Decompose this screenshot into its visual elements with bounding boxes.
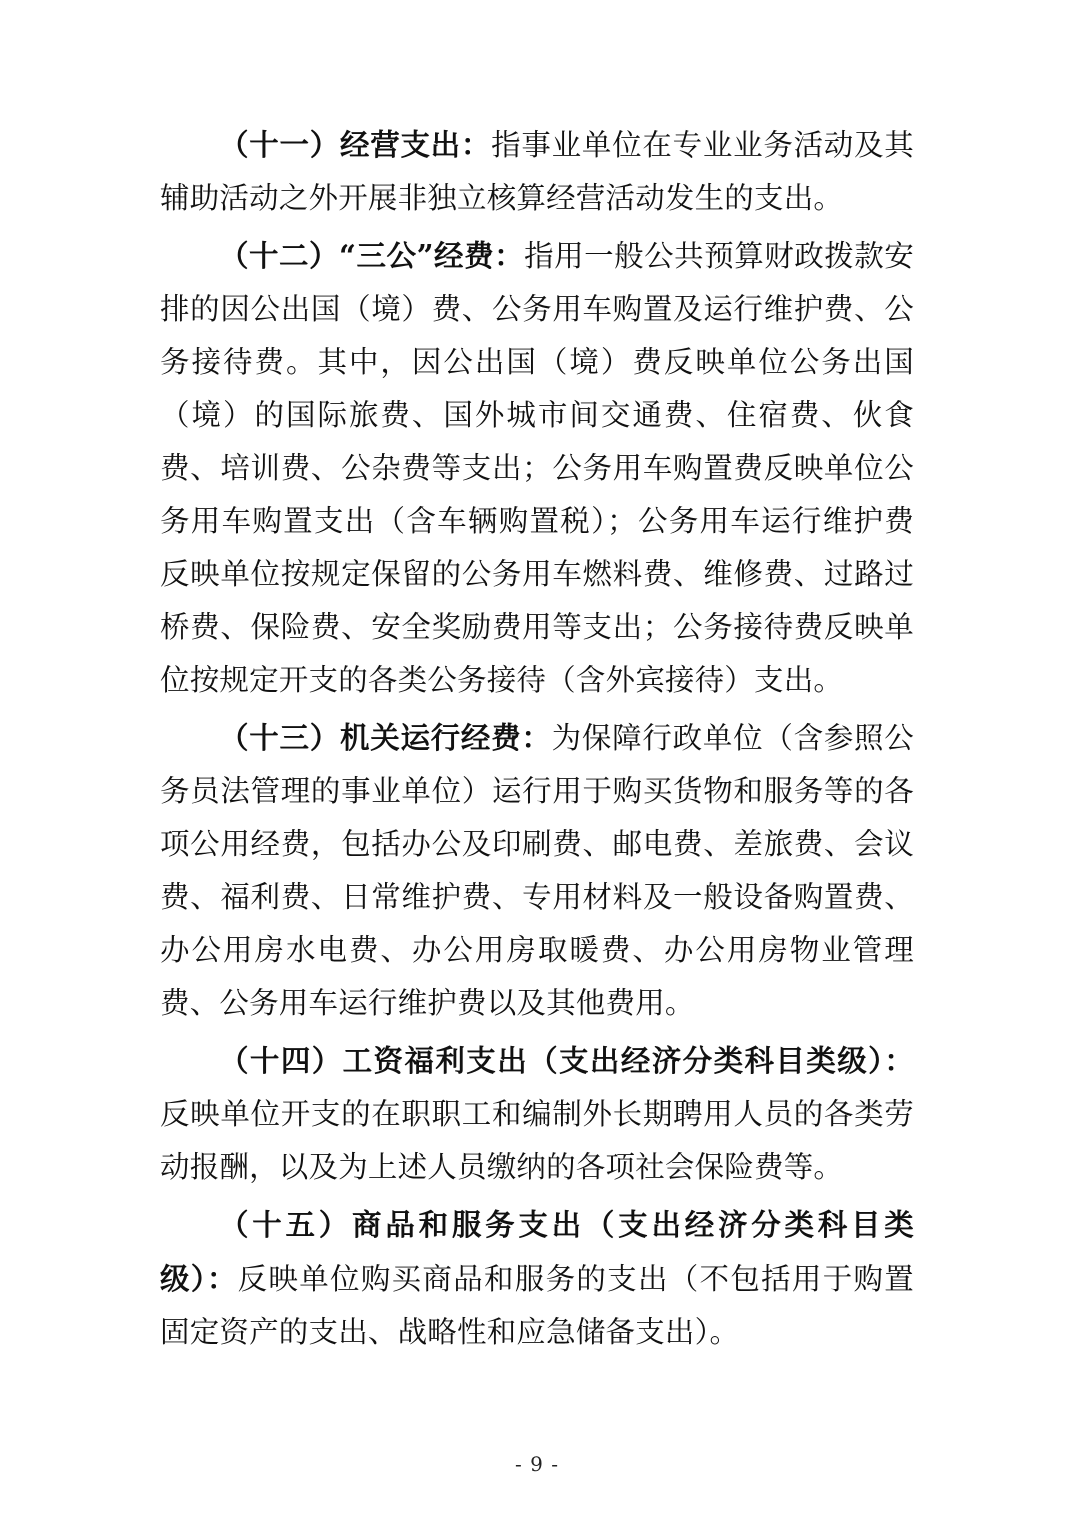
paragraph-text-item-14: 反映单位开支的在职职工和编制外长期聘用人员的各类劳动报酬，以及为上述人员缴纳的各项社会保险费等。 bbox=[160, 1097, 914, 1184]
paragraph-text-item-15: 反映单位购买商品和服务的支出（不包括用于购置固定资产的支出、战略性和应急储备支出）。 bbox=[160, 1262, 914, 1349]
page-number: - 9 - bbox=[515, 1452, 559, 1476]
paragraph-text-item-13: 为保障行政单位（含参照公务员法管理的事业单位）运行用于购买货物和服务等的各项公用经费，包括办公及印刷费、邮电费、差旅费、会议费、福利费、日常维护费、专用材料及一般设备购置费、办公用房水电费、办公用房取暖费、办公用房物业管理费、公务用车运行维护费以及其他费用。 bbox=[160, 721, 915, 1020]
document-body bbox=[160, 118, 914, 1359]
paragraph-lead-item-13: （十三）机关运行经费： bbox=[219, 720, 552, 755]
paragraph-item-12 bbox=[160, 229, 914, 707]
paragraph-item-15 bbox=[160, 1198, 914, 1359]
paragraph-lead-item-15: （十五）商品和服务支出（支出经济分类科目类级）： bbox=[160, 1207, 914, 1296]
paragraph-text-item-11: 指事业单位在专业业务活动及其辅助活动之外开展非独立核算经营活动发生的支出。 bbox=[160, 128, 914, 215]
paragraph-item-14 bbox=[160, 1034, 914, 1194]
paragraph-lead-item-12: （十二）“三公”经费： bbox=[219, 238, 525, 273]
paragraph-item-13 bbox=[160, 711, 914, 1030]
paragraph-text-item-12: 指用一般公共预算财政拨款安排的因公出国（境）费、公务用车购置及运行维护费、公务接待费。其中，因公出国（境）费反映单位公务出国（境）的国际旅费、国外城市间交通费、住宿费、伙食费、培训费、公杂费等支出；公务用车购置费反映单位公务用车购置支出（含车辆购置税）；公务用车运行维护费反映单位按规定保留的公务用车燃料费、维修费、过路过桥费、保险费、安全奖励费用等支出；公务接待费反映单位按规定开支的各类公务接待（含外宾接待）支出。 bbox=[160, 239, 914, 697]
paragraph-item-11 bbox=[160, 118, 914, 225]
paragraph-lead-item-11: （十一）经营支出： bbox=[219, 127, 492, 162]
paragraph-lead-item-14: （十四）工资福利支出（支出经济分类科目类级）： bbox=[219, 1043, 914, 1078]
